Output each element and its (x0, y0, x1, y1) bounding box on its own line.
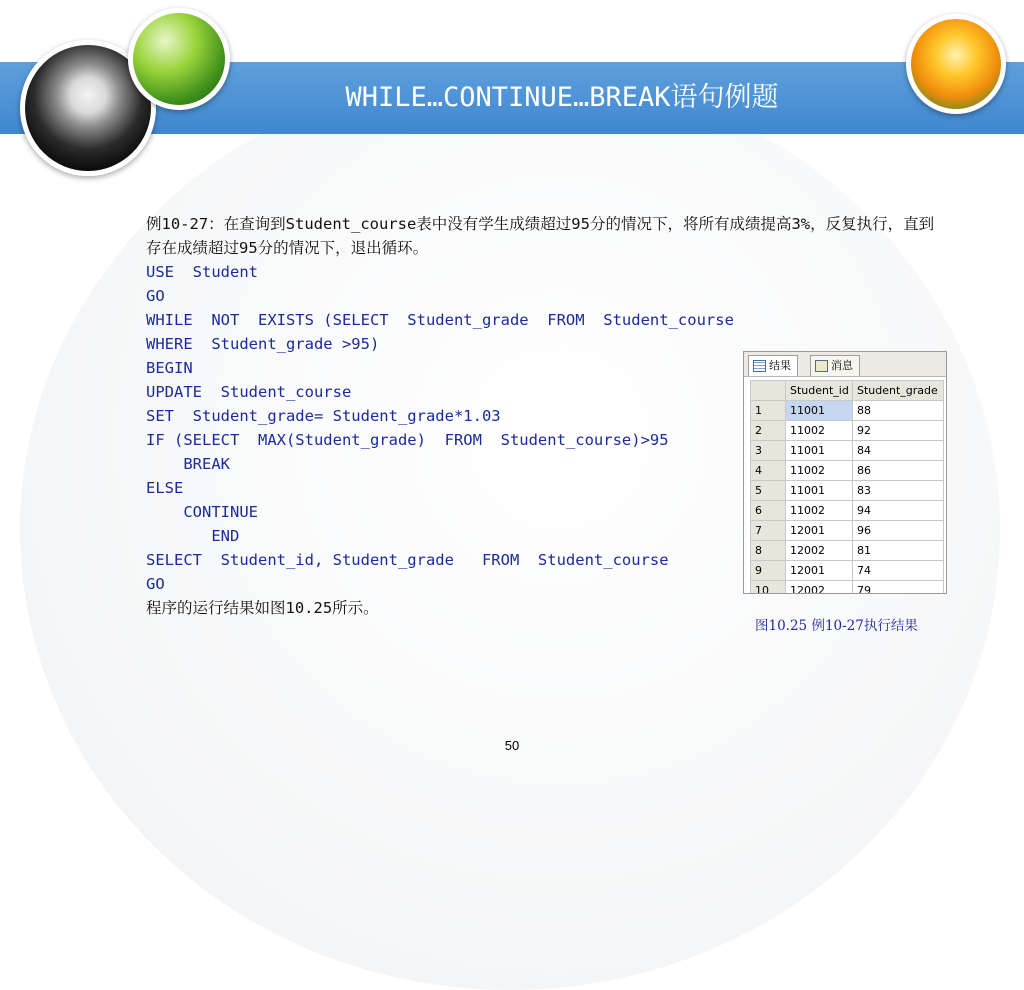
code-line: SELECT Student_id, Student_grade FROM Student_course (146, 551, 669, 569)
cell-student-id[interactable]: 12002 (786, 581, 853, 595)
header-row (751, 381, 944, 401)
page-number: 50 (504, 738, 520, 753)
row-number: 6 (751, 501, 786, 521)
cell-student-grade[interactable]: 94 (853, 501, 944, 521)
row-number: 1 (751, 401, 786, 421)
result-grid (750, 380, 944, 594)
tulip-photo (906, 14, 1006, 114)
cell-student-id[interactable]: 12002 (786, 541, 853, 561)
cell-student-grade[interactable]: 88 (853, 401, 944, 421)
query-result-screenshot (743, 351, 947, 594)
row-number: 3 (751, 441, 786, 461)
code-line: END (146, 527, 240, 545)
row-number: 4 (751, 461, 786, 481)
slide-title: WHILE…CONTINUE…BREAK语句例题 (345, 82, 779, 113)
tab-results[interactable] (748, 355, 798, 376)
cell-student-id[interactable]: 11002 (786, 501, 853, 521)
figure-caption: 图10.25 例10-27执行结果 (755, 618, 918, 634)
cell-student-grade[interactable]: 81 (853, 541, 944, 561)
tab-messages-label: 消息 (831, 359, 853, 372)
row-number: 5 (751, 481, 786, 501)
table-row[interactable] (751, 461, 944, 481)
cell-student-id[interactable]: 11001 (786, 481, 853, 501)
tab-results-label: 结果 (769, 359, 791, 372)
cell-student-id[interactable]: 11002 (786, 421, 853, 441)
table-row[interactable] (751, 501, 944, 521)
result-note: 程序的运行结果如图10.25所示。 (146, 599, 379, 617)
code-line: WHERE Student_grade >95) (146, 335, 380, 353)
code-line: BEGIN (146, 359, 193, 377)
grid-icon (753, 360, 766, 372)
table-row[interactable] (751, 541, 944, 561)
column-header-student-id[interactable]: Student_id (786, 381, 853, 401)
row-number: 10 (751, 581, 786, 595)
example-description: 例10-27：在查询到Student_course表中没有学生成绩超过95分的情况下，将所有成绩提高3%，反复执行，直到存在成绩超过95分的情况下，退出循环。 (146, 215, 935, 257)
cell-student-grade[interactable]: 84 (853, 441, 944, 461)
table-row[interactable] (751, 441, 944, 461)
result-tabs (744, 352, 946, 377)
cell-student-grade[interactable]: 92 (853, 421, 944, 441)
table-row[interactable] (751, 561, 944, 581)
column-header-student-grade[interactable]: Student_grade (853, 381, 944, 401)
row-number: 8 (751, 541, 786, 561)
code-line: GO (146, 287, 165, 305)
cell-student-grade[interactable]: 74 (853, 561, 944, 581)
code-line: IF (SELECT MAX(Student_grade) FROM Student_course)>95 (146, 431, 669, 449)
tab-messages[interactable] (810, 355, 860, 376)
code-line: SET Student_grade= Student_grade*1.03 (146, 407, 501, 425)
cell-student-grade[interactable]: 79 (853, 581, 944, 595)
cell-student-grade[interactable]: 96 (853, 521, 944, 541)
cell-student-grade[interactable]: 86 (853, 461, 944, 481)
row-number: 9 (751, 561, 786, 581)
code-line: USE Student (146, 263, 258, 281)
row-number-header (751, 381, 786, 401)
table-row[interactable] (751, 401, 944, 421)
code-line: UPDATE Student_course (146, 383, 352, 401)
cell-student-id[interactable]: 11001 (786, 441, 853, 461)
table-row[interactable] (751, 581, 944, 595)
table-row[interactable] (751, 421, 944, 441)
cell-student-id[interactable]: 12001 (786, 521, 853, 541)
code-line: BREAK (146, 455, 230, 473)
message-icon (815, 360, 828, 372)
code-line: WHILE NOT EXISTS (SELECT Student_grade FROM Student_course (146, 311, 734, 329)
row-number: 2 (751, 421, 786, 441)
row-number: 7 (751, 521, 786, 541)
table-row[interactable] (751, 521, 944, 541)
code-line: ELSE (146, 479, 184, 497)
table-row[interactable] (751, 481, 944, 501)
cell-student-id[interactable]: 12001 (786, 561, 853, 581)
code-line: GO (146, 575, 165, 593)
cell-student-grade[interactable]: 83 (853, 481, 944, 501)
cell-student-id[interactable]: 11002 (786, 461, 853, 481)
leaf-photo (128, 8, 230, 110)
code-line: CONTINUE (146, 503, 258, 521)
cell-student-id[interactable]: 11001 (786, 401, 853, 421)
